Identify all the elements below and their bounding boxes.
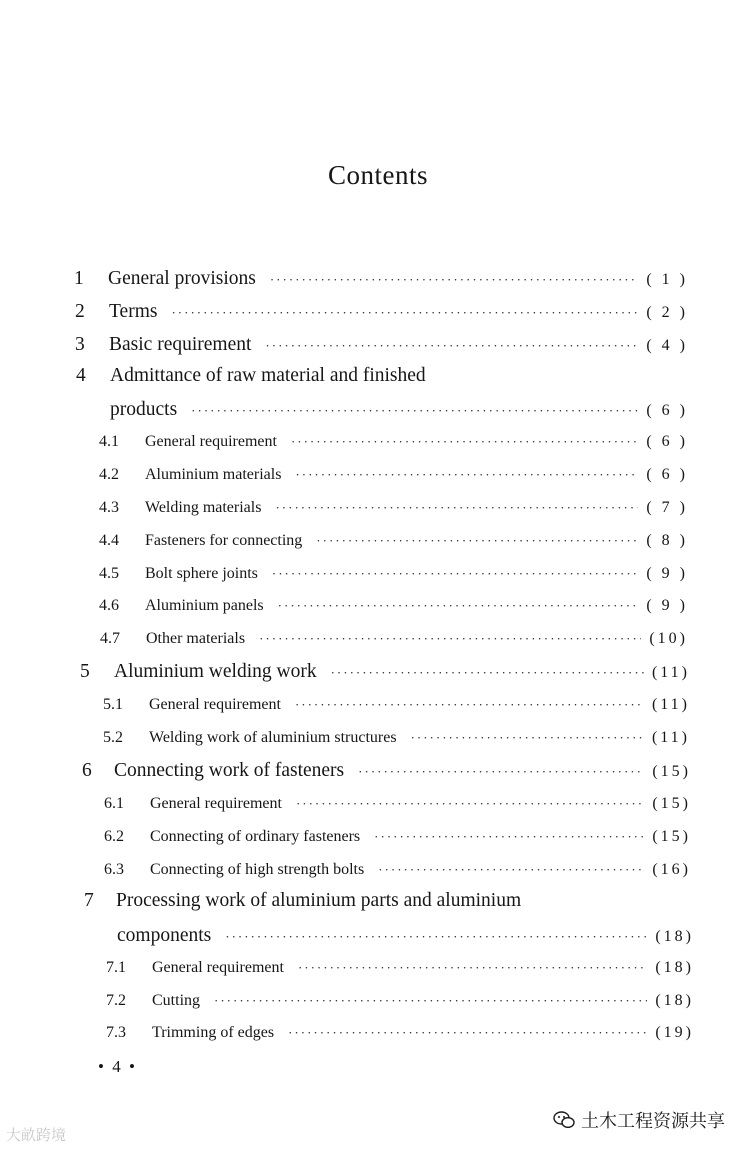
toc-entry-2[interactable] [75,301,688,331]
dot-leader [265,338,638,354]
toc-number: 4.4 [99,532,119,549]
toc-page: ( 9 ) [646,565,688,582]
toc-number: 2 [75,301,85,322]
toc-entry-4-7[interactable] [100,630,688,660]
toc-label: Trimming of edges [152,1024,275,1041]
toc-entry-5-2[interactable] [103,729,690,759]
toc-label: Aluminium welding work [114,661,317,682]
toc-label: Connecting work of fasteners [114,760,345,781]
toc-label: Other materials [146,630,246,647]
dot-leader [278,598,639,614]
toc-entry-4-5[interactable] [99,565,688,595]
toc-label: Connecting of high strength bolts [150,861,365,878]
toc-number: 5.1 [103,696,123,713]
toc-page: (11) [651,696,690,713]
toc-page: (18) [655,992,694,1009]
toc-number: 7.2 [106,992,126,1009]
toc-page: (19) [655,1024,694,1041]
dot-leader [296,796,644,812]
toc-number: 4.5 [99,565,119,582]
toc-number: 4.3 [99,499,119,516]
toc-entry-4-continued[interactable] [110,399,688,429]
dot-leader [288,1025,647,1041]
toc-label: Aluminium materials [145,466,282,483]
toc-entry-4-3[interactable] [99,499,688,529]
toc-entry-4-2[interactable] [99,466,688,496]
watermark-left [6,1124,66,1145]
toc-page: ( 4 ) [646,337,688,354]
toc-entry-3[interactable] [75,334,688,364]
toc-page: (18) [655,928,694,945]
dot-leader [411,730,644,746]
toc-number: 4.7 [100,630,120,647]
toc-page: ( 6 ) [646,466,688,483]
toc-entry-5-1[interactable] [103,696,690,726]
toc-entry-7-continued[interactable] [117,925,694,955]
page-number: • 4 • [98,1057,137,1076]
dot-leader [298,960,647,976]
toc-label: General requirement [145,433,277,450]
toc-page: (18) [655,959,694,976]
dot-leader [316,533,638,549]
toc-page: (11) [651,664,690,681]
toc-page: ( 9 ) [646,597,688,614]
toc-number: 4 [76,365,86,386]
dot-leader [270,272,639,288]
toc-label: Connecting of ordinary fasteners [150,828,361,845]
dot-leader [295,697,644,713]
page-title: Contents [327,160,428,190]
toc-label: Welding work of aluminium structures [149,729,397,746]
toc-number: 6.3 [104,861,124,878]
toc-page: ( 6 ) [646,433,688,450]
dot-leader [295,467,638,483]
dot-leader [378,862,644,878]
toc-entry-7[interactable] [84,890,694,920]
toc-label: Terms [109,301,158,322]
toc-entry-4-4[interactable] [99,532,688,562]
toc-page: ( 1 ) [646,271,688,288]
toc-label: General requirement [149,696,281,713]
toc-label: Welding materials [145,499,262,516]
toc-page: (15) [652,795,691,812]
toc-number: 4.1 [99,433,119,450]
toc-page: (15) [652,828,691,845]
dot-leader [171,305,638,321]
toc-label: Admittance of raw material and finished [110,365,426,386]
toc-number: 6.2 [104,828,124,845]
toc-label: General provisions [108,268,256,289]
toc-entry-4[interactable] [76,365,688,395]
dot-leader [374,829,644,845]
dot-leader [331,665,644,681]
toc-entry-6-3[interactable] [104,861,691,891]
toc-number: 7.1 [106,959,126,976]
toc-entry-5[interactable] [80,661,690,691]
watermark-left-text: 大畝跨境 [6,1127,67,1144]
toc-entry-7-3[interactable] [106,1024,694,1054]
toc-number: 6 [82,760,92,781]
toc-label: Bolt sphere joints [145,565,258,582]
toc-entry-6-1[interactable] [104,795,691,825]
toc-page: (10) [649,630,688,647]
watermark-right [553,1106,725,1134]
toc-number: 3 [75,334,85,355]
toc-page: ( 6 ) [646,402,688,419]
dot-leader [225,929,647,945]
toc-number: 7.3 [106,1024,126,1041]
toc-number: 7 [84,890,94,911]
toc-page: (16) [652,861,691,878]
dot-leader [191,403,638,419]
toc-entry-6[interactable] [82,760,691,790]
toc-label: Cutting [152,992,201,1009]
toc-number: 5 [80,661,90,682]
watermark-right-text: 土木工程资源共享 [581,1111,725,1132]
toc-label-continued: components [117,925,212,946]
toc-label: Fasteners for connecting [145,532,303,549]
toc-page: ( 7 ) [646,499,688,516]
toc-label: Basic requirement [109,334,252,355]
wechat-icon [553,1110,575,1130]
toc-page: (15) [652,763,691,780]
toc-entry-7-1[interactable] [106,959,694,989]
toc-number: 5.2 [103,729,123,746]
dot-leader [259,631,641,647]
toc-number: 6.1 [104,795,124,812]
toc-number: 4.6 [99,597,119,614]
toc-entry-6-2[interactable] [104,828,691,858]
toc-number: 4.2 [99,466,119,483]
dot-leader [214,993,647,1009]
toc-page: ( 8 ) [646,532,688,549]
toc-label: General requirement [150,795,282,812]
toc-label: General requirement [152,959,284,976]
toc-label: Aluminium panels [145,597,264,614]
dot-leader [358,764,644,780]
toc-number: 1 [74,268,84,289]
toc-entry-1[interactable] [74,268,688,298]
dot-leader [275,500,638,516]
dot-leader [272,566,638,582]
toc-label-continued: products [110,399,178,420]
toc-entry-7-2[interactable] [106,992,694,1022]
toc-entry-4-1[interactable] [99,433,688,463]
toc-page: ( 2 ) [646,304,688,321]
toc-page: (11) [651,729,690,746]
dot-leader [291,434,638,450]
toc-label: Processing work of aluminium parts and aluminium [116,890,522,911]
toc-entry-4-6[interactable] [99,597,688,627]
